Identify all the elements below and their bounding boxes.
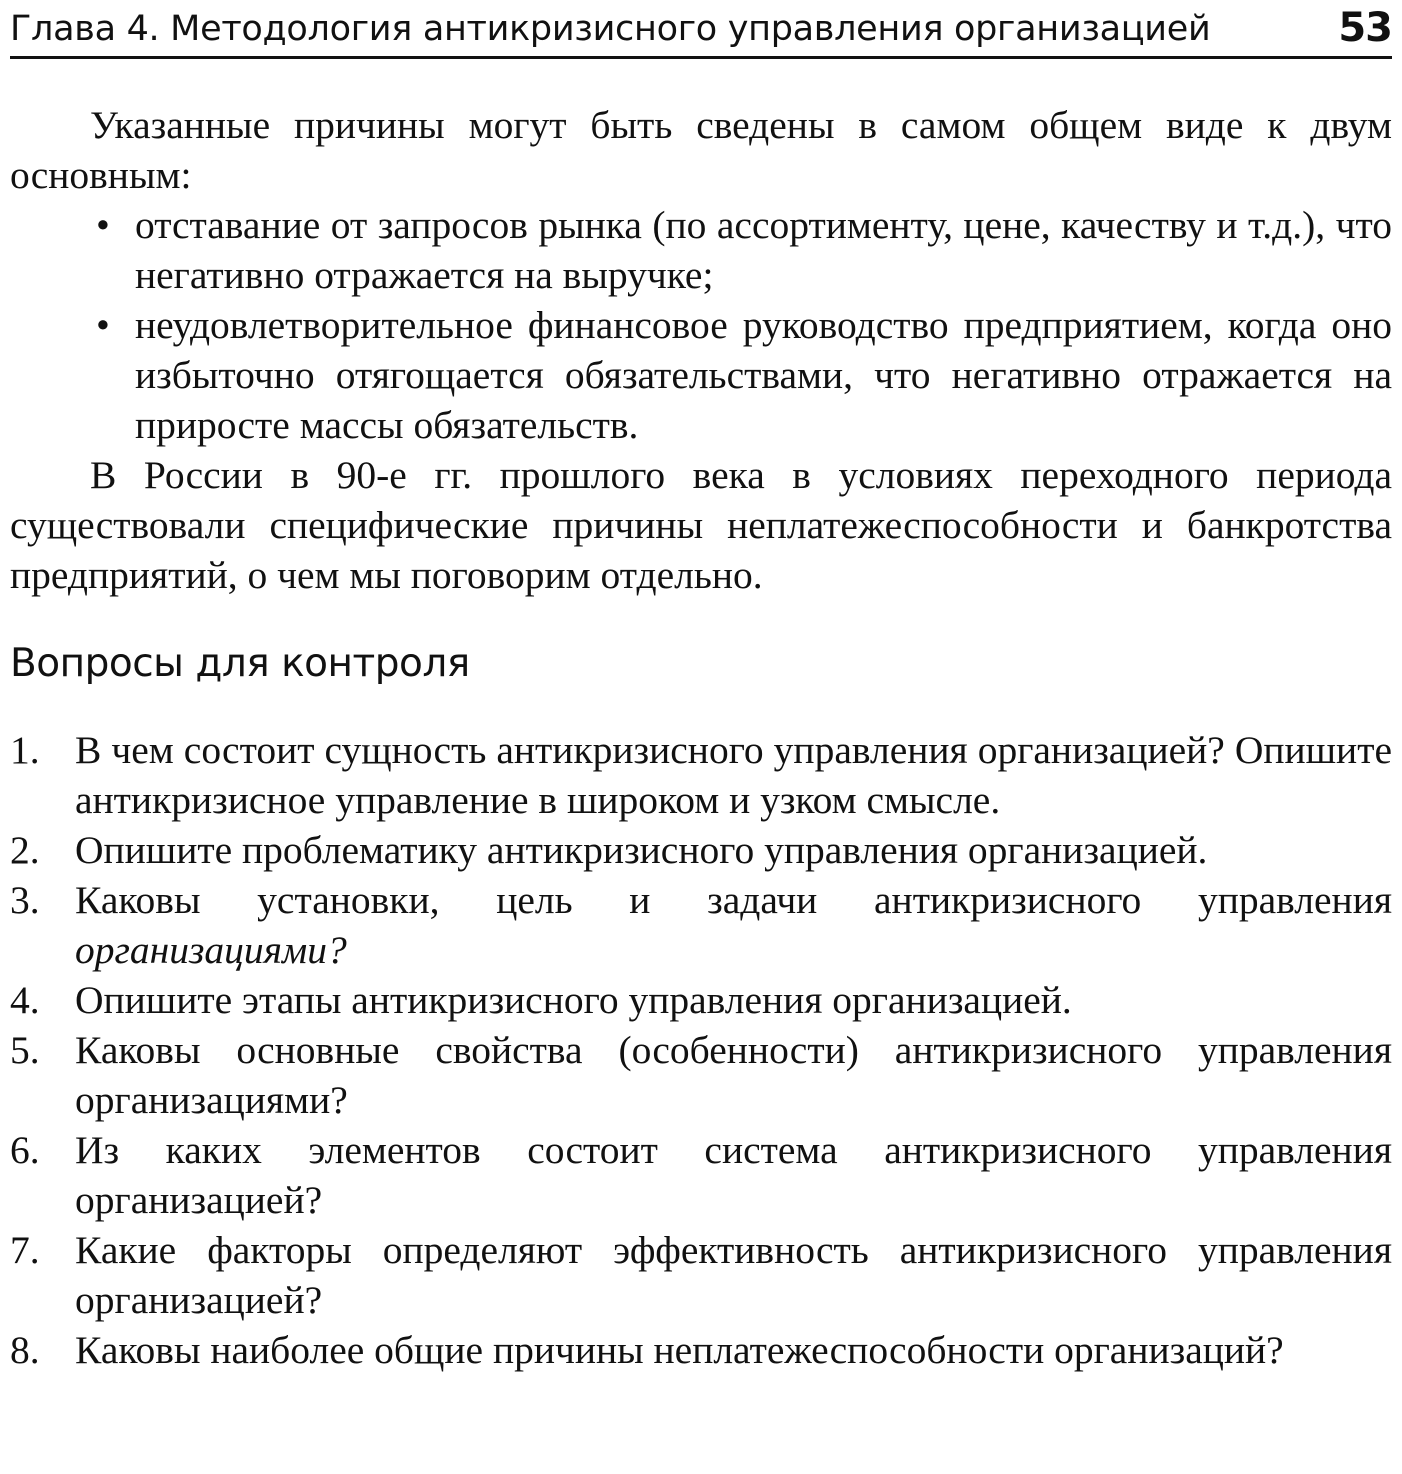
question-number: 5.	[10, 1028, 40, 1072]
chapter-title: Глава 4. Методология антикризисного управления организацией	[10, 9, 1211, 49]
causes-list	[10, 200, 1392, 450]
running-head	[10, 4, 1392, 59]
question-item	[10, 825, 1392, 875]
question-item	[10, 725, 1392, 825]
question-item	[10, 875, 1392, 975]
question-text: Какие факторы определяют эффективность антикризисного управления организацией?	[75, 1228, 1392, 1322]
question-text: Из каких элементов состоит система антикризисного управления организацией?	[75, 1128, 1392, 1222]
question-item	[10, 1025, 1392, 1125]
book-page	[10, 0, 1392, 1474]
question-number: 8.	[10, 1328, 40, 1372]
question-text: В чем состоит сущность антикризисного управления организацией? Опишите антикризисное управление в широком и узком смысле.	[75, 728, 1392, 822]
intro-paragraph: Указанные причины могут быть сведены в самом общем виде к двум основным:	[10, 103, 1392, 197]
bullet-text: отставание от запросов рынка (по ассортименту, цене, качеству и т.д.), что негативно отражается на выручке;	[135, 203, 1392, 297]
question-text: Каковы основные свойства (особенности) антикризисного управления организациями?	[75, 1028, 1392, 1122]
question-item	[10, 1225, 1392, 1325]
section-heading: Вопросы для контроля	[10, 641, 470, 686]
page-number: 53	[1338, 5, 1392, 51]
question-text-italic: организациями?	[75, 928, 347, 972]
question-number: 1.	[10, 728, 40, 772]
question-number: 6.	[10, 1128, 40, 1172]
bullet-text: неудовлетворительное финансовое руководство предприятием, когда оно избыточно отягощается обязательствами, что негативно отражается на приросте массы обязательств.	[135, 303, 1392, 447]
question-item	[10, 975, 1392, 1025]
list-item	[10, 200, 1392, 300]
question-text: Опишите этапы антикризисного управления организацией.	[75, 978, 1072, 1022]
question-number: 3.	[10, 878, 40, 922]
question-text: Каковы установки, цель и задачи антикризисного управления	[75, 878, 1392, 922]
bullet-icon: •	[96, 303, 110, 347]
question-number: 4.	[10, 978, 40, 1022]
question-item	[10, 1125, 1392, 1225]
question-number: 2.	[10, 828, 40, 872]
russia-paragraph: В России в 90-е гг. прошлого века в условиях переходного периода существовали специфические причины неплатежеспособности и банкротства предприятий, о чем мы поговорим отдельно.	[10, 453, 1392, 597]
bullet-icon: •	[96, 203, 110, 247]
questions-list	[10, 725, 1392, 1375]
question-text: Каковы наиболее общие причины неплатежеспособности организаций?	[75, 1328, 1284, 1372]
question-item	[10, 1325, 1392, 1375]
question-text: Опишите проблематику антикризисного управления организацией.	[75, 828, 1208, 872]
question-number: 7.	[10, 1228, 40, 1272]
list-item	[10, 300, 1392, 450]
